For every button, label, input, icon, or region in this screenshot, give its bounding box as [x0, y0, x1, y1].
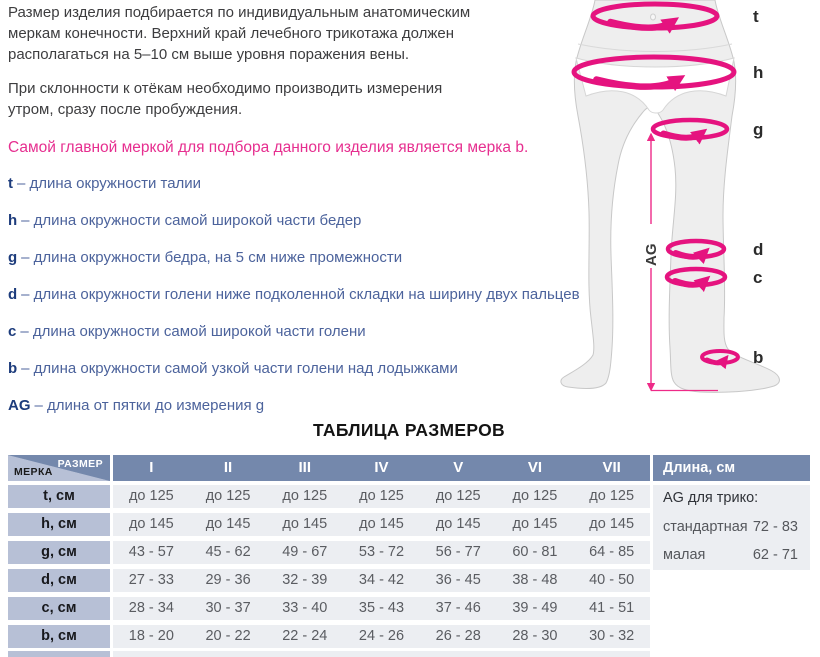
- legs-diagram-image: [560, 0, 820, 415]
- column-header: V: [453, 459, 464, 476]
- size-columns: [113, 455, 650, 481]
- table-cell: 29 - 36: [205, 572, 251, 589]
- table-cell: до 145: [128, 515, 174, 532]
- table-cell: до 145: [512, 515, 558, 532]
- intro-text-block: [8, 2, 608, 432]
- row-label: t, см: [8, 485, 110, 508]
- measure-def-h: [8, 210, 608, 231]
- table-cell: до 125: [435, 487, 481, 504]
- label-t: t: [753, 7, 759, 26]
- ag-line-label: AG: [643, 243, 660, 266]
- measure-desc: – длина окружности самой широкой части голени: [20, 323, 366, 340]
- table-row-c: [8, 597, 650, 620]
- label-c: c: [753, 268, 763, 287]
- size-table: [8, 455, 650, 657]
- table-cell: 32 - 39: [282, 572, 328, 589]
- table-cell: 34 - 42: [358, 572, 405, 589]
- measure-key: g: [8, 249, 18, 266]
- length-name: малая: [663, 547, 706, 563]
- table-row-t: [8, 485, 650, 508]
- label-h: h: [753, 63, 764, 82]
- measure-desc: – длина окружности талии: [17, 175, 202, 192]
- column-header: III: [298, 459, 312, 476]
- table-cell: 18 - 20: [128, 628, 174, 645]
- row-values: [113, 541, 650, 564]
- table-cell: до 145: [282, 515, 328, 532]
- corner-measure-label: МЕРКА: [14, 466, 53, 478]
- row-label: b, см: [8, 625, 110, 648]
- table-cell: 35 - 43: [358, 600, 405, 617]
- measure-desc: – длина окружности голени ниже подколенной складки на ширину двух пальцев: [21, 286, 580, 303]
- table-row-b: [8, 625, 650, 648]
- table-cell: 37 - 46: [435, 600, 481, 617]
- intro-paragraph-2: При склонности к отёкам необходимо производить измерения утром, сразу после пробуждения.: [8, 80, 443, 118]
- length-box-header: Длина, см: [653, 455, 810, 481]
- measure-key: b: [8, 360, 18, 377]
- measurement-diagram: [560, 0, 820, 415]
- measure-def-g: [8, 247, 608, 268]
- measure-desc: – длина от пятки до измерения g: [34, 397, 265, 414]
- row-values: [113, 485, 650, 508]
- column-header: I: [149, 459, 154, 476]
- table-cell: 36 - 45: [435, 572, 481, 589]
- row-values: [113, 569, 650, 592]
- table-cell: 20 - 22: [205, 628, 251, 645]
- row-label: c, см: [8, 597, 110, 620]
- measure-key: h: [8, 212, 18, 229]
- table-cell: до 145: [205, 515, 251, 532]
- row-label: d, см: [8, 569, 110, 592]
- table-cell: 49 - 67: [282, 543, 328, 560]
- table-cell: до 145: [589, 515, 635, 532]
- table-cell: до 125: [359, 487, 404, 504]
- highlight-note: Самой главной меркой для подбора данного изделия является мерка b.: [8, 139, 529, 156]
- label-b: b: [753, 348, 764, 367]
- table-cell: до 125: [282, 487, 328, 504]
- table-cell: 28 - 30: [512, 628, 558, 645]
- measure-def-t: [8, 173, 608, 194]
- table-cell: 56 - 77: [435, 543, 481, 560]
- measure-definition-list: [8, 173, 608, 416]
- table-cell: 28 - 34: [128, 600, 174, 617]
- column-header: VII: [602, 459, 621, 476]
- corner-cell: [8, 455, 110, 481]
- measure-desc: – длина окружности самой широкой части бедер: [21, 212, 362, 229]
- size-table-header: [8, 455, 650, 481]
- column-header: II: [223, 459, 233, 476]
- table-cell: 43 - 57: [128, 543, 174, 560]
- table-cell: 53 - 72: [358, 543, 405, 560]
- measure-def-d: [8, 284, 608, 305]
- table-cell: до 125: [205, 487, 251, 504]
- measure-key: AG: [8, 397, 31, 414]
- measure-desc: – длина окружности самой узкой части голени над лодыжками: [21, 360, 458, 377]
- table-cell: 24 - 26: [358, 628, 405, 645]
- row-values: [113, 513, 650, 536]
- navel-mark: [651, 14, 656, 20]
- row-label: h, см: [8, 513, 110, 536]
- length-box: [653, 455, 810, 570]
- table-row-h: [8, 513, 650, 536]
- measure-def-ag: [8, 395, 608, 416]
- measure-desc: – длина окружности бедра, на 5 см ниже промежности: [21, 249, 403, 266]
- length-box-body: [653, 485, 810, 570]
- measure-key: d: [8, 286, 18, 303]
- table-cell: до 125: [128, 487, 174, 504]
- row-values: [113, 625, 650, 648]
- intro-paragraph-1: Размер изделия подбирается по индивидуальным анатомическим меркам конечности. Верхний край лечебного трикотажа должен располагаться на 5–10 см выше уровня поражения вены.: [8, 4, 471, 63]
- table-cell: 26 - 28: [435, 628, 481, 645]
- row-label: g, см: [8, 541, 110, 564]
- table-cell: до 145: [359, 515, 404, 532]
- column-header: VI: [527, 459, 543, 476]
- measure-key: c: [8, 323, 17, 340]
- table-cell: 60 - 81: [512, 543, 558, 560]
- column-header: IV: [374, 459, 389, 476]
- table-cell: 33 - 40: [282, 600, 328, 617]
- length-row-small: [663, 547, 798, 563]
- label-g: g: [753, 120, 764, 139]
- table-cell: до 145: [435, 515, 481, 532]
- label-d: d: [753, 240, 764, 259]
- table-cell: до 125: [512, 487, 558, 504]
- measure-def-b: [8, 358, 608, 379]
- table-cell: 39 - 49: [512, 600, 558, 617]
- length-row-standard: [663, 519, 798, 535]
- table-cell: 27 - 33: [128, 572, 174, 589]
- table-cell: 38 - 48: [512, 572, 558, 589]
- diagram-letter-labels: [753, 7, 763, 367]
- table-row-d: [8, 569, 650, 592]
- table-cell: 22 - 24: [282, 628, 328, 645]
- measure-def-c: [8, 321, 608, 342]
- length-box-subtitle: AG для трико:: [663, 490, 759, 506]
- table-cell: 40 - 50: [589, 572, 635, 589]
- table-cell: 30 - 37: [205, 600, 251, 617]
- table-row-g: [8, 541, 650, 564]
- table-cell: 45 - 62: [205, 543, 251, 560]
- size-table-title: ТАБЛИЦА РАЗМЕРОВ: [313, 420, 505, 440]
- corner-size-label: РАЗМЕР: [57, 458, 103, 470]
- length-value: 62 - 71: [752, 547, 798, 563]
- table-cell: 41 - 51: [589, 600, 635, 617]
- row-values: [113, 597, 650, 620]
- length-value: 72 - 83: [752, 518, 798, 535]
- table-cell: до 125: [589, 487, 635, 504]
- measure-key: t: [8, 175, 13, 192]
- length-name: стандартная: [663, 518, 748, 535]
- table-cell: 64 - 85: [589, 543, 635, 560]
- table-cell: 30 - 32: [589, 628, 635, 645]
